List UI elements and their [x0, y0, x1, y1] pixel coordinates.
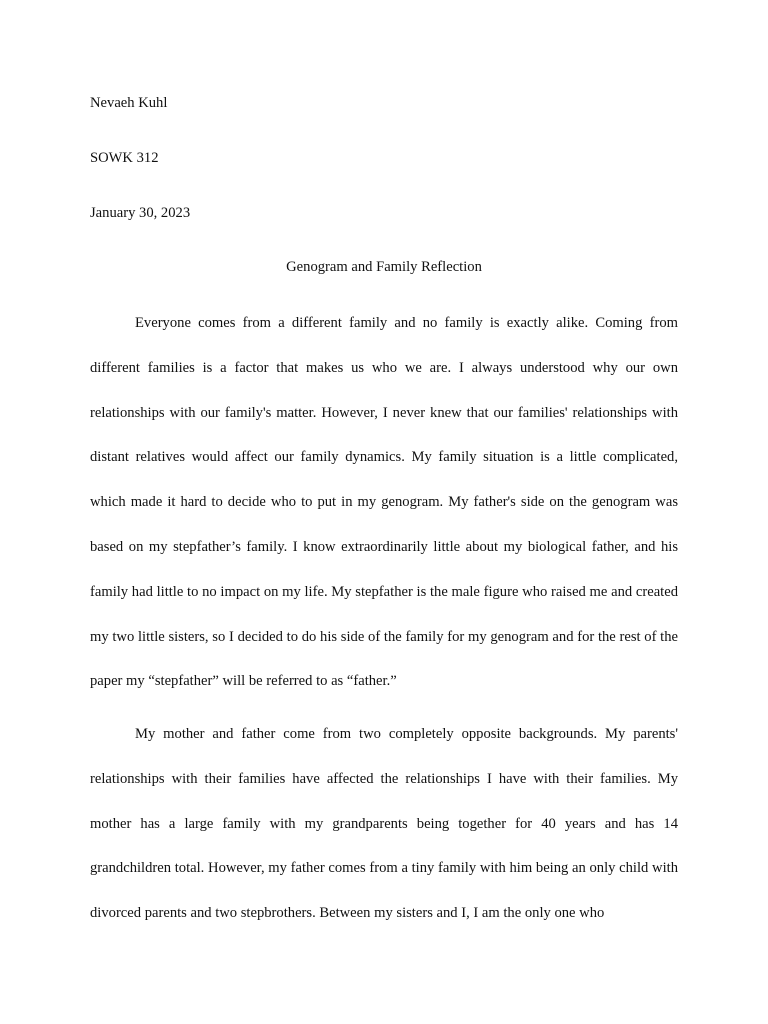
author-name: Nevaeh Kuhl [90, 95, 168, 111]
body-paragraph-2: My mother and father come from two completely opposite backgrounds. My parents' relationships with their families have affected the relationships I have with their families. My mother has a large family with my grandparents being together for 40 years and has 14 grandchildren total. However, my father comes from a tiny family with him being an only child with divorced parents and two stepbrothers. Between my sisters and I, I am the only one who [90, 726, 678, 922]
body-paragraph-1: Everyone comes from a different family and no family is exactly alike. Coming from different families is a factor that makes us who we are. I always understood why our own relationships with our family's matter. However, I never knew that our families' relationships with distant relatives would affect our family dynamics. My family situation is a little complicated, which made it hard to decide who to put in my genogram. My father's side on the genogram was based on my stepfather’s family. I know extraordinarily little about my biological father, and his family had little to no impact on my life. My stepfather is the male figure who raised me and created my two little sisters, so I decided to do his side of the family for my genogram and for the rest of the paper my “stepfather” will be referred to as “father.” [90, 315, 678, 690]
date-line: January 30, 2023 [90, 205, 191, 221]
paper-title: Genogram and Family Reflection [286, 259, 482, 275]
course-code: SOWK 312 [90, 150, 159, 166]
